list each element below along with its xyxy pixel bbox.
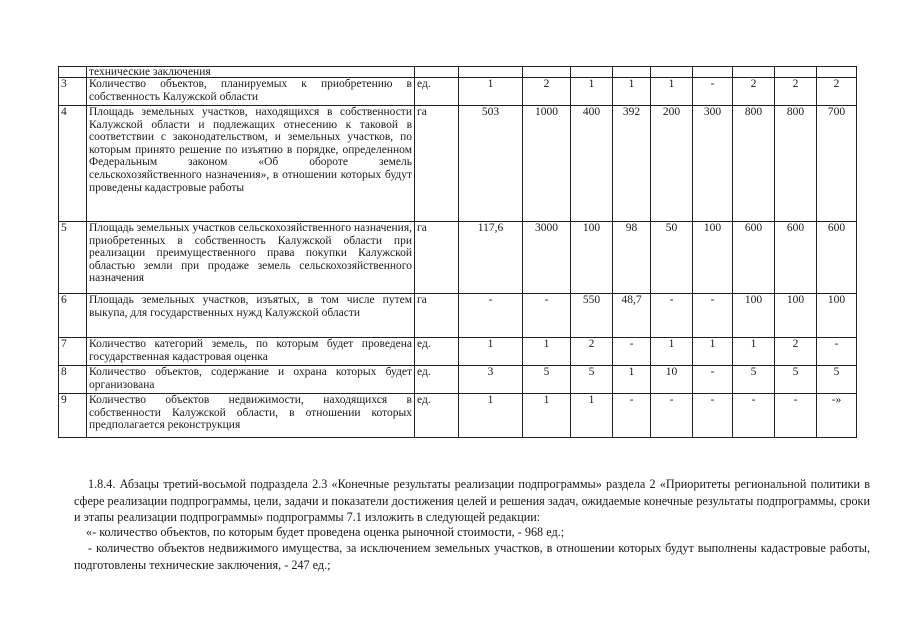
value-cell: 1: [613, 366, 651, 394]
value-cell: 48,7: [613, 294, 651, 338]
value-cell: 2: [775, 78, 817, 106]
unit-cell: [415, 67, 459, 78]
paragraph-item-2-text: - количество объектов недвижимого имущества, за исключением земельных участков, в отношении которых будут выполнены кадастровые работы, подготовлены технические заключения, - 247 ед.;: [74, 541, 870, 572]
unit-cell: га: [415, 294, 459, 338]
value-cell: -: [613, 394, 651, 438]
value-cell: -: [775, 394, 817, 438]
value-cell: 1: [523, 394, 571, 438]
value-cell: -»: [817, 394, 857, 438]
value-cell: -: [651, 394, 693, 438]
value-cell: 100: [571, 222, 613, 294]
value-cell: 3: [459, 366, 523, 394]
value-cell: 392: [613, 106, 651, 222]
value-cell: [523, 67, 571, 78]
value-cell: [733, 67, 775, 78]
value-cell: 1: [459, 78, 523, 106]
indicator-name: Площадь земельных участков, изъятых, в том числе путем выкупа, для государственных нужд Калужской области: [87, 294, 415, 338]
value-cell: 5: [571, 366, 613, 394]
value-cell: [651, 67, 693, 78]
row-number: 3: [59, 78, 87, 106]
value-cell: 1: [693, 338, 733, 366]
value-cell: 600: [775, 222, 817, 294]
value-cell: 5: [775, 366, 817, 394]
indicator-name: Количество категорий земель, по которым будет проведена государственная кадастровая оценка: [87, 338, 415, 366]
value-cell: 1000: [523, 106, 571, 222]
paragraph-item-1: «- количество объектов, по которым будет проведена оценка рыночной стоимости, - 968 ед.;: [86, 525, 565, 539]
row-number: 8: [59, 366, 87, 394]
value-cell: 2: [523, 78, 571, 106]
value-cell: 800: [733, 106, 775, 222]
unit-cell: га: [415, 106, 459, 222]
value-cell: 550: [571, 294, 613, 338]
table-body: [59, 67, 857, 438]
value-cell: -: [651, 294, 693, 338]
unit-cell: ед.: [415, 78, 459, 106]
value-cell: -: [523, 294, 571, 338]
unit-cell: ед.: [415, 394, 459, 438]
value-cell: -: [733, 394, 775, 438]
row-number: 9: [59, 394, 87, 438]
table-row: [59, 294, 857, 338]
value-cell: 800: [775, 106, 817, 222]
unit-cell: га: [415, 222, 459, 294]
indicator-name: Площадь земельных участков, находящихся в собственности Калужской области и подлежащих отнесению к таковой в соответствии с законодательством, и земельных участков, по которым принято решение по изъятию в порядке, определенном Федеральным законом «Об обороте земель сельскохозяйственного назначения», в отношении которых будут проведены кадастровые работы: [87, 106, 415, 222]
value-cell: 1: [613, 78, 651, 106]
table-row: [59, 67, 857, 78]
value-cell: 1: [651, 78, 693, 106]
value-cell: [571, 67, 613, 78]
value-cell: 1: [523, 338, 571, 366]
paragraph-amendment-text: 1.8.4. Абзацы третий-восьмой подраздела 2.3 «Конечные результаты реализации подпрограммы» раздела 2 «Приоритеты региональной политики в сфере реализации подпрограммы, цели, задачи и показатели достижения целей и решения задач, ожидаемые конечные результаты подпрограммы, сроки и этапы реализации подпрограммы» подпрограммы 7.1 изложить в следующей редакции:: [74, 477, 870, 524]
value-cell: 200: [651, 106, 693, 222]
value-cell: 1: [651, 338, 693, 366]
indicators-table: [58, 66, 857, 438]
value-cell: 1: [571, 394, 613, 438]
value-cell: [775, 67, 817, 78]
value-cell: 2: [817, 78, 857, 106]
value-cell: 503: [459, 106, 523, 222]
indicator-name: Количество объектов недвижимости, находящихся в собственности Калужской области, в отношении которых предполагается реконструкция: [87, 394, 415, 438]
value-cell: 117,6: [459, 222, 523, 294]
row-number: 4: [59, 106, 87, 222]
value-cell: 2: [775, 338, 817, 366]
value-cell: 1: [459, 394, 523, 438]
unit-cell: ед.: [415, 338, 459, 366]
value-cell: [459, 67, 523, 78]
value-cell: 1: [571, 78, 613, 106]
value-cell: 100: [733, 294, 775, 338]
value-cell: 1: [459, 338, 523, 366]
indicator-name: Количество объектов, содержание и охрана которых будет организована: [87, 366, 415, 394]
value-cell: 400: [571, 106, 613, 222]
unit-cell: ед.: [415, 366, 459, 394]
indicator-name: Количество объектов, планируемых к приобретению в собственность Калужской области: [87, 78, 415, 106]
row-number: 6: [59, 294, 87, 338]
table-row: [59, 222, 857, 294]
table-row: [59, 366, 857, 394]
value-cell: 700: [817, 106, 857, 222]
value-cell: 1: [733, 338, 775, 366]
value-cell: 100: [693, 222, 733, 294]
value-cell: -: [693, 366, 733, 394]
value-cell: -: [613, 338, 651, 366]
value-cell: [613, 67, 651, 78]
indicator-name: Площадь земельных участков сельскохозяйственного назначения, приобретенных в собственность Калужской области при реализации преимущественного права покупки Калужской областью земли при продаже земель сельскохозяйственного назначения: [87, 222, 415, 294]
value-cell: 600: [817, 222, 857, 294]
value-cell: 50: [651, 222, 693, 294]
indicator-name: технические заключения: [87, 67, 415, 78]
paragraph-amendment: [74, 476, 870, 526]
value-cell: 3000: [523, 222, 571, 294]
value-cell: 600: [733, 222, 775, 294]
value-cell: 10: [651, 366, 693, 394]
value-cell: 5: [523, 366, 571, 394]
value-cell: -: [693, 78, 733, 106]
row-number: 7: [59, 338, 87, 366]
value-cell: [693, 67, 733, 78]
value-cell: 5: [817, 366, 857, 394]
value-cell: -: [693, 294, 733, 338]
row-number: [59, 67, 87, 78]
value-cell: 5: [733, 366, 775, 394]
table-row: [59, 78, 857, 106]
value-cell: 300: [693, 106, 733, 222]
value-cell: 2: [733, 78, 775, 106]
value-cell: -: [459, 294, 523, 338]
row-number: 5: [59, 222, 87, 294]
table-row: [59, 338, 857, 366]
value-cell: 2: [571, 338, 613, 366]
table-row: [59, 394, 857, 438]
value-cell: 98: [613, 222, 651, 294]
table-row: [59, 106, 857, 222]
value-cell: 100: [817, 294, 857, 338]
paragraph-item-2: [74, 540, 870, 573]
value-cell: -: [693, 394, 733, 438]
value-cell: [817, 67, 857, 78]
value-cell: 100: [775, 294, 817, 338]
value-cell: -: [817, 338, 857, 366]
